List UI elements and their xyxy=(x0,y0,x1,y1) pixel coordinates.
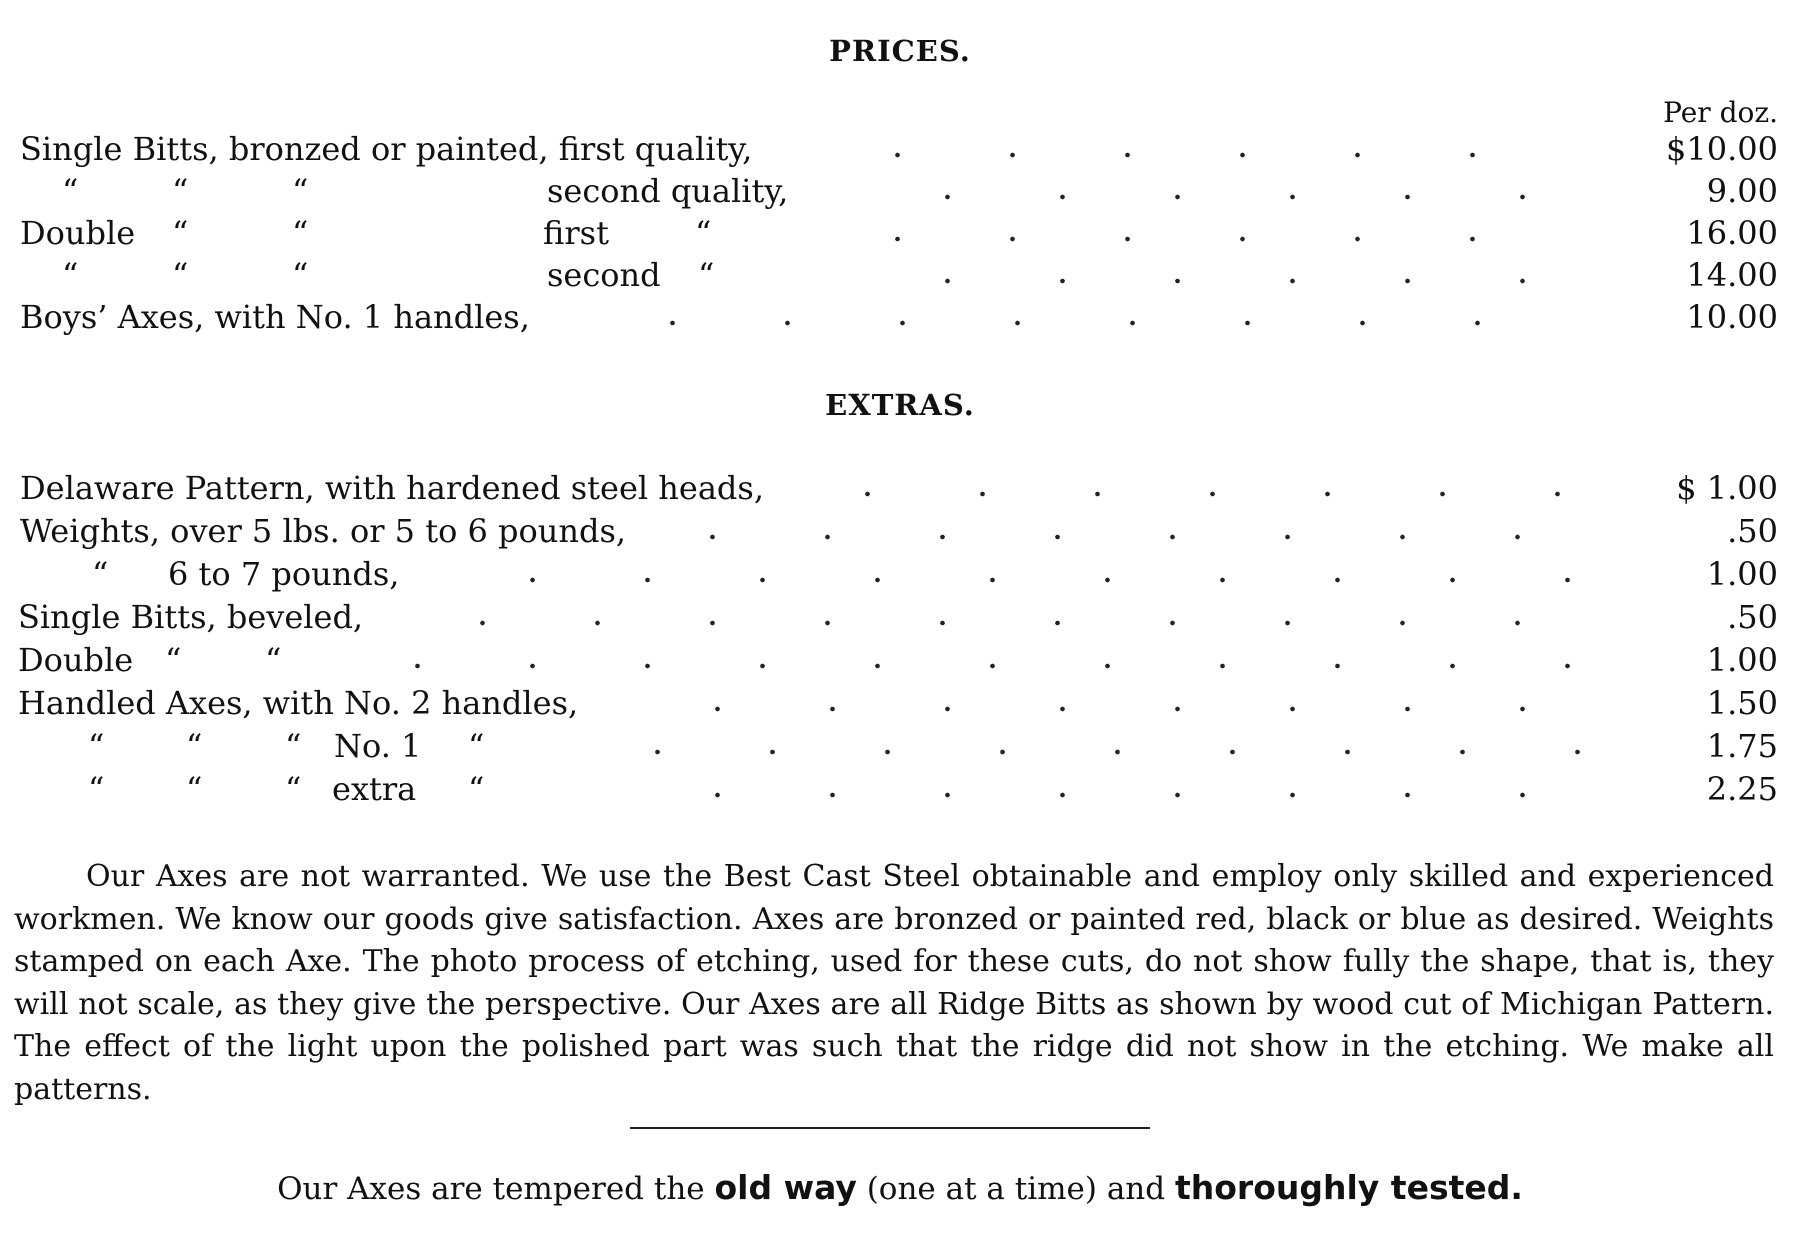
row-label: Handled Axes, with No. 2 handles, xyxy=(18,684,579,722)
ditto-mark: “ xyxy=(92,555,109,593)
dot-leader xyxy=(890,254,1610,296)
ditto-mark: “ xyxy=(468,727,485,765)
ditto-mark: “ xyxy=(698,256,715,294)
row-label: Boys’ Axes, with No. 1 handles, xyxy=(20,298,530,336)
row-price: 9.00 xyxy=(1706,172,1778,210)
row-label: Double xyxy=(20,214,136,252)
dot-leader xyxy=(600,725,1665,767)
row-price: 2.25 xyxy=(1706,770,1778,808)
row-price: 1.00 xyxy=(1706,555,1778,593)
extras-row xyxy=(0,725,1800,767)
divider-rule xyxy=(630,1127,1150,1129)
footer-text: Our Axes are tempered the xyxy=(277,1171,715,1207)
row-label: No. 1 xyxy=(334,727,422,765)
row-label: second quality, xyxy=(547,172,789,210)
dot-leader xyxy=(425,596,1605,638)
row-label: Single Bitts, bronzed or painted, first quality, xyxy=(20,130,753,168)
extras-heading: EXTRAS. xyxy=(825,388,975,422)
dot-leader xyxy=(615,296,1580,338)
ditto-mark: “ xyxy=(62,256,79,294)
extras-row xyxy=(0,510,1800,552)
unit-label: Per doz. xyxy=(1663,96,1778,129)
extras-row xyxy=(0,553,1800,595)
row-price: .50 xyxy=(1727,598,1778,636)
ditto-mark: “ xyxy=(285,770,302,808)
dot-leader xyxy=(360,639,1665,681)
row-label: extra xyxy=(332,770,417,808)
ditto-mark: “ xyxy=(695,214,712,252)
ditto-mark: “ xyxy=(292,172,309,210)
row-price: 1.00 xyxy=(1706,641,1778,679)
footer-emphasis: old way xyxy=(714,1168,857,1207)
dot-leader xyxy=(840,212,1580,254)
price-row xyxy=(0,254,1800,296)
dot-leader xyxy=(660,768,1605,810)
ditto-mark: “ xyxy=(292,214,309,252)
ditto-mark: “ xyxy=(172,172,189,210)
row-quality: first xyxy=(543,214,609,252)
extras-row xyxy=(0,639,1800,681)
dot-leader xyxy=(840,128,1580,170)
ditto-mark: “ xyxy=(88,727,105,765)
row-label: Double xyxy=(18,641,134,679)
price-row xyxy=(0,212,1800,254)
row-price: 10.00 xyxy=(1686,298,1778,336)
row-price: 1.75 xyxy=(1706,727,1778,765)
ditto-mark: “ xyxy=(172,256,189,294)
row-price: 16.00 xyxy=(1686,214,1778,252)
footer-emphasis: thoroughly tested. xyxy=(1174,1168,1523,1207)
ditto-mark: “ xyxy=(172,214,189,252)
price-row xyxy=(0,296,1800,338)
row-price: .50 xyxy=(1727,512,1778,550)
ditto-mark: “ xyxy=(186,770,203,808)
footer-text: (one at a time) and xyxy=(856,1171,1175,1207)
dot-leader xyxy=(810,467,1670,509)
extras-row xyxy=(0,682,1800,724)
ditto-mark: “ xyxy=(292,256,309,294)
ditto-mark: “ xyxy=(186,727,203,765)
extras-row xyxy=(0,596,1800,638)
row-price: 14.00 xyxy=(1686,256,1778,294)
row-label: Weights, over 5 lbs. or 5 to 6 pounds, xyxy=(20,512,627,550)
row-price: $ 1.00 xyxy=(1676,469,1778,507)
ditto-mark: “ xyxy=(285,727,302,765)
ditto-mark: “ xyxy=(468,770,485,808)
row-quality: second xyxy=(547,256,661,294)
row-label: Delaware Pattern, with hardened steel heads, xyxy=(20,469,764,507)
price-row xyxy=(0,170,1800,212)
extras-row xyxy=(0,467,1800,509)
row-label: Single Bitts, beveled, xyxy=(18,598,364,636)
ditto-mark: “ xyxy=(88,770,105,808)
row-label: 6 to 7 pounds, xyxy=(168,555,400,593)
prices-heading: PRICES. xyxy=(829,34,971,68)
extras-row xyxy=(0,768,1800,810)
dot-leader xyxy=(475,553,1665,595)
footer-line xyxy=(0,1168,1800,1207)
ditto-mark: “ xyxy=(265,641,282,679)
row-price: $10.00 xyxy=(1666,130,1778,168)
dot-leader xyxy=(660,682,1605,724)
dot-leader xyxy=(890,170,1610,212)
row-price: 1.50 xyxy=(1706,684,1778,722)
price-row xyxy=(0,128,1800,170)
ditto-mark: “ xyxy=(62,172,79,210)
notice-paragraph: Our Axes are not warranted. We use the Best Cast Steel obtainable and employ only skilled and experienced workmen. We know our goods give satisfaction. Axes are bronzed or painted red, black or blue as desired. Weights stamped on each Axe. The photo process of etching, used for these cuts, do not show fully the shape, that is, they will not scale, as they give the perspective. Our Axes are all Ridge Bitts as shown by wood cut of Michigan Pattern. The effect of the light upon the polished part was such that the ridge did not show in the etching. We make all patterns. xyxy=(14,859,1774,1107)
dot-leader xyxy=(655,510,1605,552)
ditto-mark: “ xyxy=(165,641,182,679)
